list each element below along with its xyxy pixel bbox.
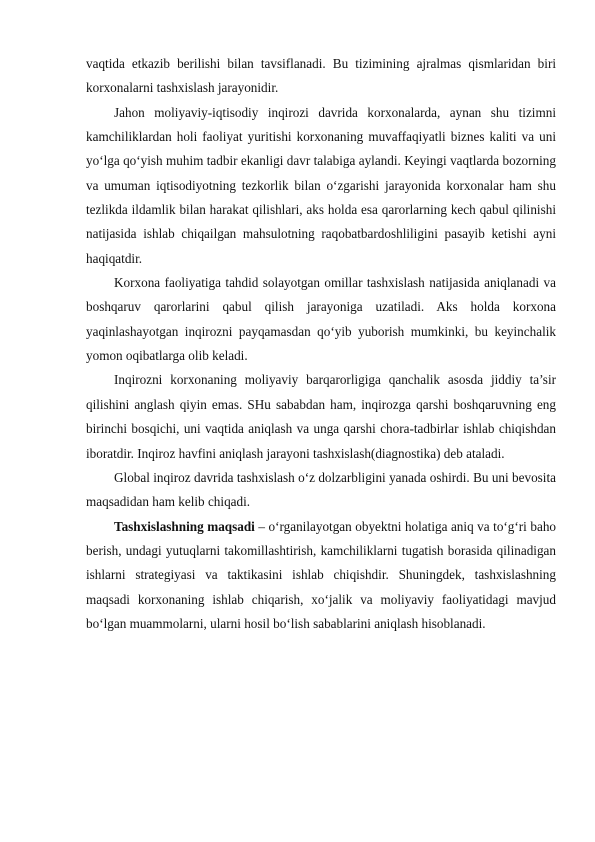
document-page bbox=[86, 52, 556, 636]
paragraph-crisis-context: Jahon moliyaviy-iqtisodiy inqirozi davrida korxonalarda, aynan shu tizimni kamchiliklardan holi faoliyat yuritishi korxonaning muvaffaqiyatli biznes kaliti va uni yo‘lga qo‘yish muhim tadbir ekanligi davr talabiga aylandi. Keyingi vaqtlarda bozorning va umuman iqtisodiyotning tezkorlik bilan o‘zgarishi jarayonida korxonalar ham shu tezlikda ildamlik bilan harakat qilishlari, aks holda esa qarorlarning kech qabul qilinishi natijasida ishlab chiqailgan mahsulotning raqobatbardoshliligini pasayib ketishi ayni haqiqatdir. bbox=[86, 104, 556, 266]
term-diagnostics-purpose: Tashxislashning maqsadi bbox=[114, 518, 255, 534]
paragraph-threat-factors: Korxona faoliyatiga tahdid solayotgan omillar tashxislash natijasida aniqlanadi va boshqaruv qarorlarini qabul qilish jarayoniga uzatiladi. Aks holda korxona yaqinlashayotgan inqirozni payqamasdan qo‘yib yuborish mumkinki, bu keyinchalik yomon oqibatlarga olib keladi. bbox=[86, 275, 556, 364]
paragraph-diagnostics-definition: Inqirozni korxonaning moliyaviy barqarorligiga qanchalik asosda jiddiy ta’sir qilishini anglash qiyin emas. SHu sababdan ham, inqirozga qarshi boshqaruvning eng birinchi bosqichi, uni vaqtida aniqlash va unga qarshi chora-tadbirlar ishlab chiqishdan iboratdir. Inqiroz havfini aniqlash jarayoni tashxislash(diagnostika) deb ataladi. bbox=[86, 372, 556, 461]
paragraph-diagnostics-purpose bbox=[86, 515, 556, 637]
paragraph-diagnostics-purpose-text: – o‘rganilayotgan obyektni holatiga aniq va to‘g‘ri baho berish, undagi yutuqlarni takomillashtirish, kamchiliklarni tugatish borasida qilinadigan ishlarni strategiyasi va taktikasini ishlab chiqishdir. Shuningdek, tashxislashning maqsadi korxonaning ishlab chiqarish, xo‘jalik va moliyaviy faoliyatidagi mavjud bo‘lgan muammolarni, ularni hosil bo‘lish sabablarini aniqlash hisoblanadi. bbox=[86, 518, 557, 631]
paragraph-continuation: vaqtida etkazib berilishi bilan tavsiflanadi. Bu tizimining ajralmas qismlaridan biri korxonalarni tashxislash jarayonidir. bbox=[86, 56, 556, 96]
paragraph-global-crisis: Global inqiroz davrida tashxislash o‘z dolzarbligini yanada oshirdi. Bu uni bevosita maqsadidan ham kelib chiqadi. bbox=[86, 469, 556, 510]
